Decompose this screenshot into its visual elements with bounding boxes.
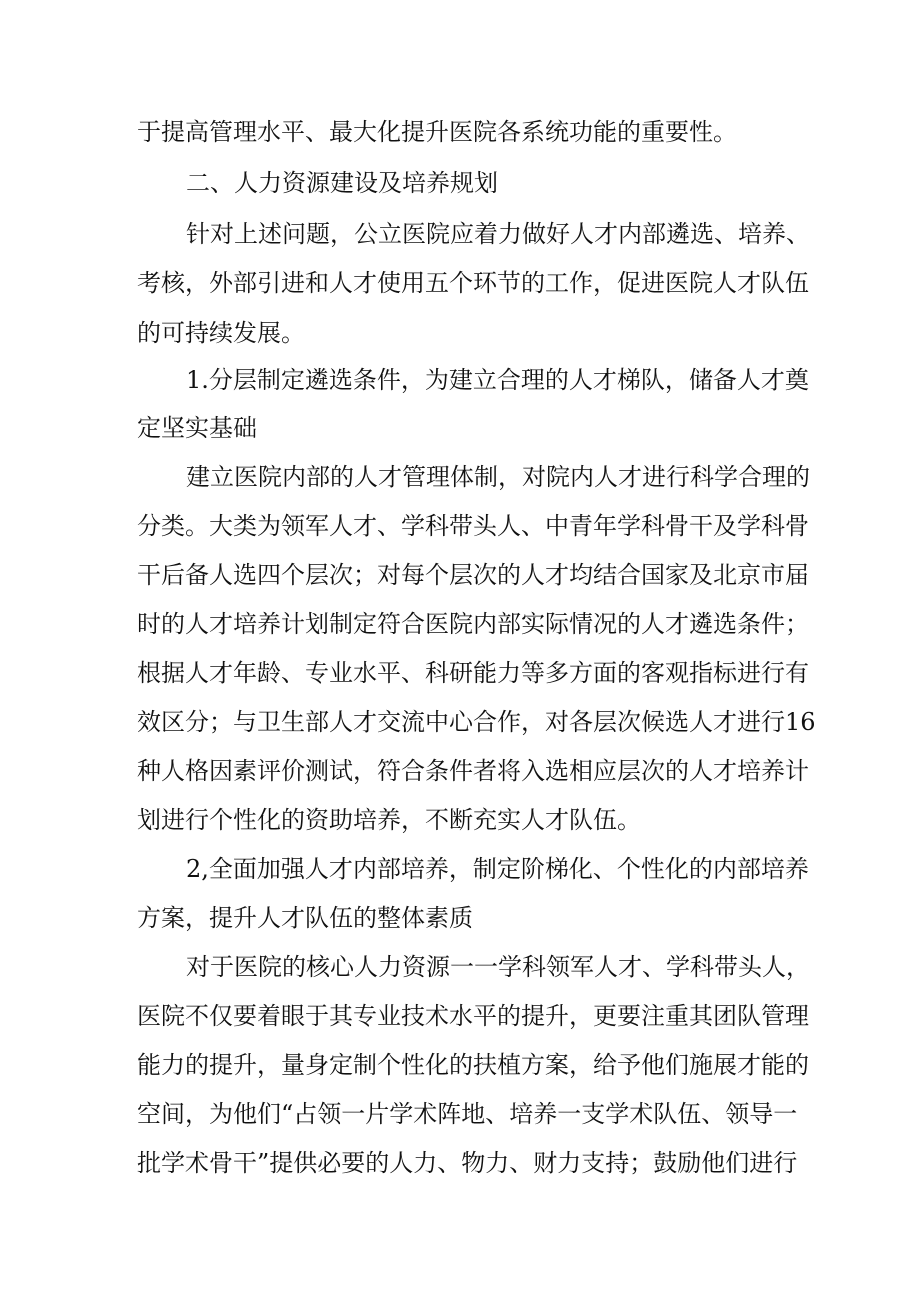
text-line: 效区分；与卫生部人才交流中心合作，对各层次候选人才进行16 bbox=[137, 708, 816, 736]
text-line: 考核，外部引进和人才使用五个环节的工作，促进医院人才队伍 bbox=[137, 269, 809, 297]
text-line: 空间，为他们“占领一片学术阵地、培养一支学术队伍、领导一 bbox=[137, 1100, 798, 1128]
text-line: 的可持续发展。 bbox=[137, 319, 305, 347]
text-line: 医院不仅要着眼于其专业技术水平的提升，更要注重其团队管理 bbox=[137, 1002, 809, 1030]
subsection-heading: 2,全面加强人才内部培养，制定阶梯化、个性化的内部培养 bbox=[186, 855, 809, 883]
text-line: 根据人才年龄、专业水平、科研能力等多方面的客观指标进行有 bbox=[137, 659, 809, 687]
subsection-heading-cont: 定坚实基础 bbox=[137, 414, 257, 442]
text-line: 于提高管理水平、最大化提升医院各系统功能的重要性。 bbox=[137, 118, 737, 146]
text-line: 批学术骨干”提供必要的人力、物力、财力支持；鼓励他们进行 bbox=[137, 1149, 798, 1177]
text-line: 时的人才培养计划制定符合医院内部实际情况的人才遴选条件； bbox=[137, 610, 809, 638]
text-line: 分类。大类为领军人才、学科带头人、中青年学科骨干及学科骨 bbox=[137, 512, 809, 540]
text-line: 干后备人选四个层次；对每个层次的人才均结合国家及北京市届 bbox=[137, 561, 809, 589]
text-line: 针对上述问题，公立医院应着力做好人才内部遴选、培养、 bbox=[186, 220, 810, 248]
section-heading: 二、人力资源建设及培养规划 bbox=[186, 169, 498, 197]
text-line: 划进行个性化的资助培养，不断充实人才队伍。 bbox=[137, 806, 641, 834]
subsection-heading-cont: 方案，提升人才队伍的整体素质 bbox=[137, 904, 473, 932]
text-line: 能力的提升，量身定制个性化的扶植方案，给予他们施展才能的 bbox=[137, 1051, 809, 1079]
text-line: 建立医院内部的人才管理体制，对院内人才进行科学合理的 bbox=[186, 463, 810, 491]
text-line: 对于医院的核心人力资源一一学科领军人才、学科带头人， bbox=[186, 953, 810, 981]
text-line: 种人格因素评价测试，符合条件者将入选相应层次的人才培养计 bbox=[137, 757, 809, 785]
subsection-heading: 1.分层制定遴选条件，为建立合理的人才梯队，储备人才奠 bbox=[186, 366, 809, 394]
